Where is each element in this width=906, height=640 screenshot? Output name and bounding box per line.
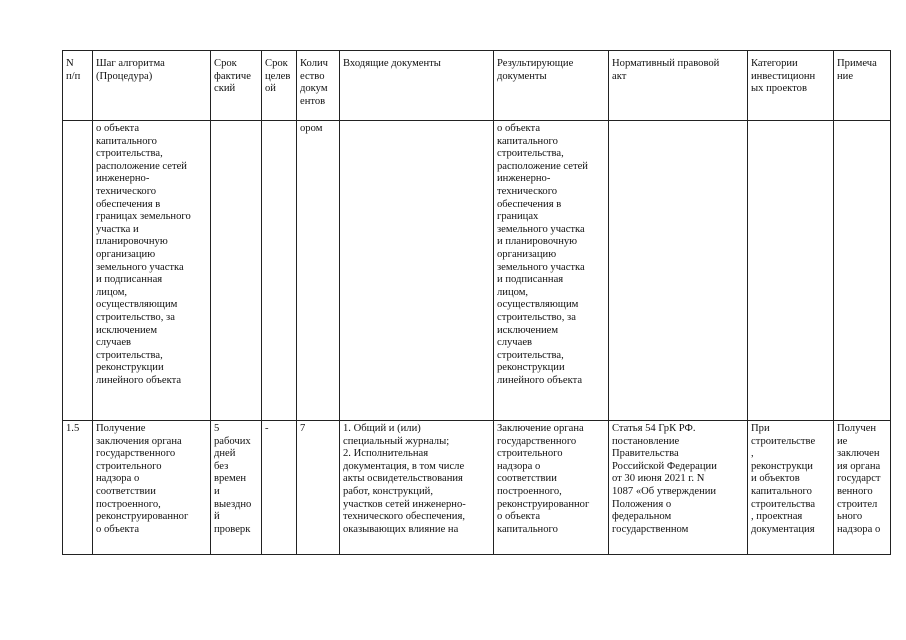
- header-step: Шаг алгоритма (Процедура): [93, 51, 211, 121]
- step-cell: Получение заключения органа государственного строительного надзора о соответствии построенного, реконструированног о объекта: [93, 421, 211, 555]
- term-target-cell: -: [262, 421, 297, 555]
- input-docs-cell: 1. Общий и (или) специальный журналы; 2. Исполнительная документация, в том числе акты освидетельствования работ, конструкций, участков сетей инженерно- технического обеспечения, оказывающих влияние на: [340, 421, 494, 555]
- term-actual-cell: 5 рабочих дней без времен и выездно й проверк: [211, 421, 262, 555]
- doc-count-cell: ором: [297, 121, 340, 421]
- header-number: N п/п: [63, 51, 93, 121]
- result-docs-cell: Заключение органа государственного строительного надзора о соответствии построенного, реконструированног о объекта капитального: [494, 421, 609, 555]
- doc-count-cell: 7: [297, 421, 340, 555]
- header-categories: Категории инвестиционн ых проектов: [748, 51, 834, 121]
- header-result-docs: Результирующие документы: [494, 51, 609, 121]
- procedure-table: [62, 50, 891, 555]
- term-target-cell: [262, 121, 297, 421]
- row-number: 1.5: [63, 421, 93, 555]
- input-docs-cell: [340, 121, 494, 421]
- header-term-target: Срок целев ой: [262, 51, 297, 121]
- categories-cell: При строительстве , реконструкци и объектов капитального строительства , проектная документация: [748, 421, 834, 555]
- term-actual-cell: [211, 121, 262, 421]
- row-number: [63, 121, 93, 421]
- legal-act-cell: Статья 54 ГрК РФ. постановление Правительства Российской Федерации от 30 июня 2021 г. N 1087 «Об утверждении Положения о федеральном государственном: [609, 421, 748, 555]
- categories-cell: [748, 121, 834, 421]
- note-cell: Получен ие заключен ия органа государст венного строител ьного надзора о: [834, 421, 891, 555]
- header-term-actual: Срок фактиче ский: [211, 51, 262, 121]
- result-docs-cell: о объекта капитального строительства, расположение сетей инженерно- технического обеспечения в границах земельного участка и планировочную организацию земельного участка и подписанная лицом, осуществляющим строительство, за исключением случаев строительства, реконструкции линейного объекта: [494, 121, 609, 421]
- header-note: Примеча ние: [834, 51, 891, 121]
- legal-act-cell: [609, 121, 748, 421]
- header-doc-count: Колич ество докум ентов: [297, 51, 340, 121]
- header-legal-act: Нормативный правовой акт: [609, 51, 748, 121]
- note-cell: [834, 121, 891, 421]
- table-row: [63, 121, 891, 421]
- table-header-row: [63, 51, 891, 121]
- header-input-docs: Входящие документы: [340, 51, 494, 121]
- step-cell: о объекта капитального строительства, расположение сетей инженерно- технического обеспечения в границах земельного участка и планировочную организацию земельного участка и подписанная лицом, осуществляющим строительство, за исключением случаев строительства, реконструкции линейного объекта: [93, 121, 211, 421]
- table-row: [63, 421, 891, 555]
